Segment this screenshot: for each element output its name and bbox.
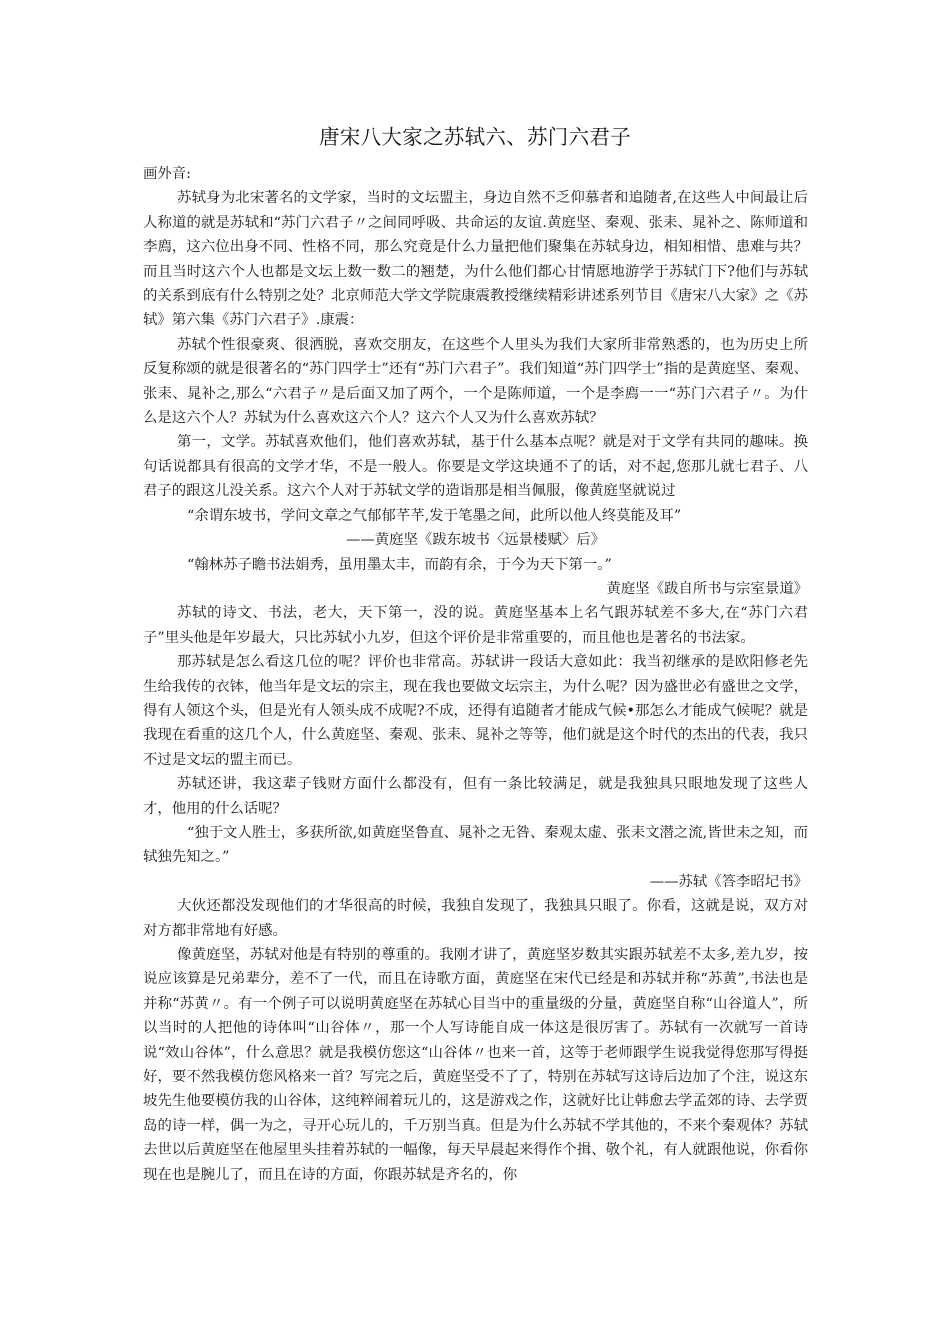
paragraph-literature: 第一，文学。苏轼喜欢他们，他们喜欢苏轼，基于什么基本点呢？就是对于文学有共同的趣味。换句话说都具有很高的文学才华，不是一般人。你要是文学这块通不了的话，对不起,您那儿就七君子、八君子的跟这儿没关系。这六个人对于苏轼文学的造诣那是相当佩服，像黄庭坚就说过: [143, 434, 808, 500]
quote-sushi: “独于文人胜士，多获所欲,如黄庭坚鲁直、晁补之无咎、秦观太虚、张耒文潜之流,皆世未之知，而轼独先知之。”: [143, 824, 808, 866]
quote-huang-2: “翰林苏子瞻书法娟秀，虽用墨太丰，而韵有余，于今为天下第一。”: [187, 556, 612, 573]
paragraph-intro: 苏轼身为北宋著名的文学家，当时的文坛盟主，身边自然不乏仰慕者和追随者,在这些人中间最让后人称道的就是苏轼和“苏门六君子〃之间同呼吸、共命运的友谊.黄庭坚、秦观、张耒、晁补之、陈师道和李廌，这六位出身不同、性格不同，那么究竟是什么力量把他们聚集在苏轼身边，相知相惜、患难与共？而且当时这六个人也都是文坛上数一数二的翘楚，为什么他们都心甘情愿地游学于苏轼门下?他们与苏轼的关系到底有什么特别之处？北京师范大学文学院康震教授继续精彩讲述系列节目《唐宋八大家》之《苏轼》第六集《苏门六君子》.康震：: [143, 190, 808, 329]
paragraph-huang-tingjian: 像黄庭坚，苏轼对他是有特别的尊重的。我刚才讲了，黄庭坚岁数其实跟苏轼差不太多,差九岁，按说应该算是兄弟辈分，差不了一代，而且在诗歌方面，黄庭坚在宋代已经是和苏轼并称“苏黄”,书法也是并称“苏黄〃。有一个例子可以说明黄庭坚在苏轼心目当中的重量级的分量，黄庭坚自称“山谷道人”，所以当时的人把他的诗体叫“山谷体〃，那一个人写诗能自成一体这是很厉害了。苏轼有一次就写一首诗说“效山谷体”，什么意思？就是我模仿您这“山谷体〃也来一首，这等于老师跟学生说我觉得您那写得挺好，要不然我模仿您风格来一首？写完之后，黄庭坚受不了了，特别在苏轼写这诗后边加了个注，说这东坡先生他要模仿我的山谷体，这纯粹闹着玩儿的，这是游戏之作，这就好比让韩愈去学孟郊的诗、去学贾岛的诗一样，偶一为之，寻开心玩儿的，千万别当真。但是为什么苏轼不学其他的，不来个秦观体？苏轼去世以后黄庭坚在他屋里头挂着苏轼的一幅像，每天早晨起来得作个揖、敬个礼，有人就跟他说，你看你现在也是腕儿了，而且在诗的方面，你跟苏轼是齐名的，你: [143, 947, 808, 1183]
quote-huang-2-attribution: 黄庭坚《跋自所书与宗室景道》: [606, 580, 808, 597]
paragraph-evaluation: 那苏轼是怎么看这几位的呢？评价也非常高。苏轼讲一段话大意如此：我当初继承的是欧阳修老先生给我传的衣钵，他当年是文坛的宗主，现在我也要做文坛宗主，为什么呢？因为盛世必有盛世之文学，得有人领这个头，但是光有人领头成不成呢?不成，还得有追随者才能成气候•那怎么才能成气候呢？就是我现在看重的这几个人，什么黄庭坚、秦观、张耒、晁补之等等，他们就是这个时代的杰出的代表，我只不过是文坛的盟主而已。: [143, 654, 808, 768]
paragraph-calligraphy: 苏轼的诗文、书法，老大，天下第一，没的说。黄庭坚基本上名气跟苏轼差不多大,在“苏门六君子”里头他是年岁最大，只比苏轼小九岁，但这个评价是非常重要的，而且他也是著名的书法家。: [143, 605, 808, 646]
document-title: 唐宋八大家之苏轼六、苏门六君子: [319, 125, 631, 149]
paragraph-talent: 苏轼还讲，我这辈子钱财方面什么都没有，但有一条比较满足，就是我独具只眼地发现了这些人才，他用的什么话呢？: [143, 776, 808, 817]
quote-huang-1-attribution: ——黄庭坚《跋东坡书〈远景楼赋〉后》: [345, 532, 606, 549]
voiceover-label: 画外音:: [143, 166, 192, 182]
document-body: [143, 162, 808, 1187]
quote-huang-1: “余谓东坡书，学问文章之气郁郁芊芊,发于笔墨之间，此所以他人终莫能及耳”: [187, 507, 682, 524]
paragraph-personality: 苏轼个性很豪爽、很洒脱，喜欢交朋友，在这些个人里头为我们大家所非常熟悉的，也为历史上所反复称颂的就是很著名的“苏门四学士”还有“苏门六君子”。我们知道“苏门四学士”指的是黄庭坚、秦观、张耒、晁补之,那么“六君子〃是后面又加了两个，一个是陈师道，一个是李廌一一“苏门六君子〃。为什么是这六个人？苏轼为什么喜欢这六个人？这六个人又为什么喜欢苏轼？: [143, 336, 808, 427]
paragraph-mutual-regard: 大伙还都没发现他们的才华很高的时候，我独自发现了，我独具只眼了。你看，这就是说，双方对对方都非常地有好感。: [143, 898, 808, 939]
quote-sushi-attribution: ——苏轼《答李昭圮书》: [649, 873, 808, 890]
